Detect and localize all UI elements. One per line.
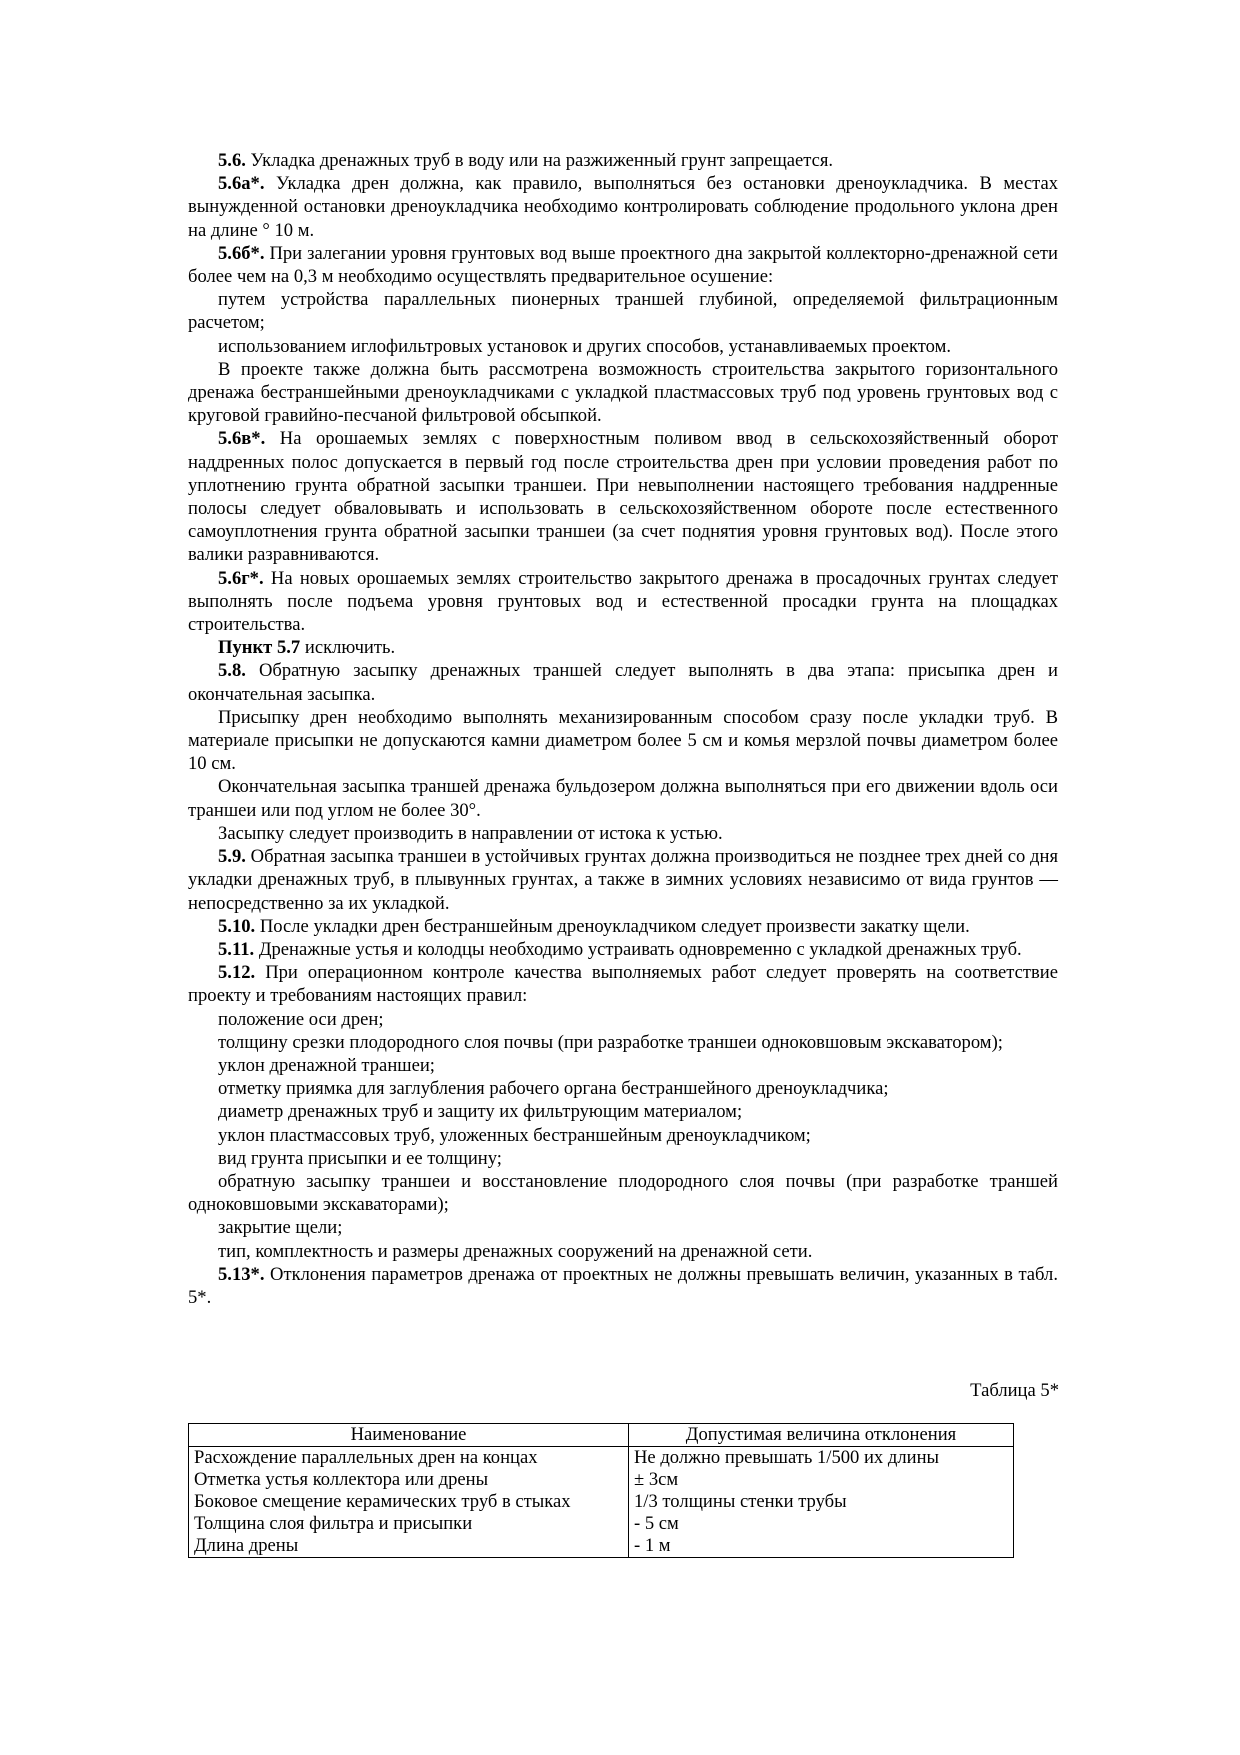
- paragraph-text: уклон дренажной траншеи;: [218, 1054, 435, 1076]
- column-header: Наименование: [189, 1424, 629, 1447]
- table-cell: Отметка устья коллектора или дрены: [189, 1469, 629, 1491]
- paragraph: [188, 242, 1058, 288]
- clause-number: 5.6в*.: [218, 428, 266, 450]
- clause-number: 5.12.: [218, 962, 256, 984]
- table-cell: Длина дрены: [189, 1535, 629, 1558]
- paragraph-text: использованием иглофильтровых установок и других способов, устанавливаемых проектом.: [218, 335, 951, 357]
- paragraph-text: Укладка дрен должна, как правило, выполняться без остановки дреноукладчика. В местах вынужденной остановки дреноукладчика необходимо контролировать соблюдение продольного уклона дрен на длине ° 10 м.: [188, 173, 1058, 241]
- table-cell: - 1 м: [629, 1535, 1014, 1558]
- clause-number: 5.8.: [218, 660, 246, 682]
- clause-number: 5.6г*.: [218, 567, 264, 589]
- paragraph-text: Окончательная засыпка траншей дренажа бульдозером должна выполняться при его движении вдоль оси траншеи или под углом не более 30°.: [188, 776, 1058, 821]
- paragraph: [188, 1100, 1058, 1123]
- table-cell: Боковое смещение керамических труб в стыках: [189, 1491, 629, 1513]
- paragraph: [188, 1054, 1058, 1077]
- clause-number: 5.9.: [218, 846, 246, 868]
- paragraph-text: При залегании уровня грунтовых вод выше проектного дна закрытой коллекторно-дренажной сети более чем на 0,3 м необходимо осуществлять предварительное осушение:: [188, 242, 1058, 288]
- table-header-row: [189, 1424, 1014, 1447]
- paragraph-text: Отклонения параметров дренажа от проектных не должны превышать величин, указанных в табл. 5*.: [188, 1263, 1058, 1308]
- paragraph: [188, 775, 1058, 821]
- clause-number: 5.6б*.: [218, 242, 265, 264]
- table-row: [189, 1447, 1014, 1470]
- paragraph-text: исключить.: [300, 637, 396, 659]
- paragraph-text: уклон пластмассовых труб, уложенных бестраншейным дреноукладчиком;: [218, 1124, 811, 1146]
- clause-number: 5.6а*.: [218, 173, 265, 195]
- paragraph: [188, 1147, 1058, 1170]
- paragraph: [188, 706, 1058, 776]
- paragraph: [188, 1216, 1058, 1239]
- paragraph: [188, 1240, 1058, 1263]
- paragraph-text: Обратную засыпку дренажных траншей следует выполнять в два этапа: присыпка дрен и окончательная засыпка.: [188, 660, 1058, 705]
- paragraph: [188, 822, 1058, 845]
- paragraph: [188, 1008, 1058, 1031]
- table-caption: Таблица 5*: [970, 1380, 1059, 1401]
- table-cell: ± 3см: [629, 1469, 1014, 1491]
- paragraph: [188, 1124, 1058, 1147]
- paragraph-text: Обратная засыпка траншеи в устойчивых грунтах должна производиться не позднее трех дней со дня укладки дренажных труб, в плывунных грунтах, а также в зимних условиях независимо от вида грунтов — непосредственно за их укладкой.: [188, 846, 1058, 914]
- table-cell: Не должно превышать 1/500 их длины: [629, 1447, 1014, 1470]
- paragraph-text: Засыпку следует производить в направлении от истока к устью.: [218, 822, 723, 844]
- deviation-table: [188, 1423, 1014, 1558]
- table-row: [189, 1469, 1014, 1491]
- paragraph: [188, 1077, 1058, 1100]
- paragraph-text: отметку приямка для заглубления рабочего органа бестраншейного дреноукладчика;: [218, 1078, 889, 1100]
- paragraph-text: тип, комплектность и размеры дренажных сооружений на дренажной сети.: [218, 1240, 813, 1262]
- paragraph: [188, 427, 1058, 566]
- paragraph: [188, 1170, 1058, 1216]
- body-text: [188, 149, 1058, 1309]
- paragraph: [188, 845, 1058, 915]
- paragraph-text: Присыпку дрен необходимо выполнять механизированным способом сразу после укладки труб. В материале присыпки не допускаются камни диаметром более 5 см и комья мерзлой почвы диаметром более 10 см.: [188, 706, 1058, 775]
- paragraph-text: закрытие щели;: [218, 1217, 343, 1239]
- table-cell: 1/3 толщины стенки трубы: [629, 1491, 1014, 1513]
- paragraph-text: Укладка дренажных труб в воду или на разжиженный грунт запрещается.: [245, 150, 834, 171]
- paragraph: [188, 659, 1058, 705]
- paragraph-text: При операционном контроле качества выполняемых работ следует проверять на соответствие проекту и требованиям настоящих правил:: [188, 962, 1058, 1007]
- table-cell: Толщина слоя фильтра и присыпки: [189, 1513, 629, 1535]
- clause-number: 5.13*.: [218, 1263, 265, 1285]
- paragraph: [188, 288, 1058, 334]
- paragraph-text: Дренажные устья и колодцы необходимо устраивать одновременно с укладкой дренажных труб.: [254, 938, 1022, 960]
- paragraph: [188, 1263, 1058, 1309]
- paragraph: [188, 567, 1058, 637]
- paragraph-text: В проекте также должна быть рассмотрена возможность строительства закрытого горизонтального дренажа бестраншейными дреноукладчиками с укладкой пластмассовых труб под уровень грунтовых вод с круговой гравийно-песчаной фильтровой обсыпкой.: [188, 358, 1058, 427]
- paragraph: [188, 938, 1058, 961]
- paragraph-text: путем устройства параллельных пионерных траншей глубиной, определяемой фильтрационным расчетом;: [188, 289, 1058, 334]
- paragraph-text: обратную засыпку траншеи и восстановление плодородного слоя почвы (при разработке траншей одноковшовыми экскаваторами);: [188, 1170, 1058, 1216]
- paragraph: [188, 915, 1058, 938]
- paragraph-text: На орошаемых землях с поверхностным поливом ввод в сельскохозяйственный оборот наддренных полос допускается в первый год после строительства дрен при условии проведения работ по уплотнению грунта обратной засыпки траншеи. При невыполнении настоящего требования наддренные полосы следует обваловывать и использовать в сельскохозяйственном обороте после естественного самоуплотнения грунта обратной засыпки траншеи (за счет поднятия уровня грунтовых вод). После этого валики разравниваются.: [188, 428, 1058, 566]
- paragraph-text: положение оси дрен;: [218, 1008, 384, 1030]
- paragraph: [188, 149, 1058, 172]
- paragraph-text: диаметр дренажных труб и защиту их фильтрующим материалом;: [218, 1101, 743, 1123]
- table-cell: Расхождение параллельных дрен на концах: [189, 1447, 629, 1470]
- clause-number: 5.6.: [218, 150, 246, 171]
- table-row: [189, 1535, 1014, 1558]
- paragraph-text: На новых орошаемых землях строительство закрытого дренажа в просадочных грунтах следует выполнять после подъема уровня грунтовых вод и естественной просадки грунта на площадках строительства.: [188, 567, 1058, 636]
- table-row: [189, 1513, 1014, 1535]
- paragraph: [188, 1031, 1058, 1054]
- paragraph-text: толщину срезки плодородного слоя почвы (при разработке траншеи одноковшовым экскаватором);: [218, 1031, 1003, 1053]
- paragraph: [188, 358, 1058, 428]
- paragraph: [188, 335, 1058, 358]
- clause-number: 5.10.: [218, 915, 256, 937]
- clause-number: 5.11.: [218, 938, 255, 960]
- table-row: [189, 1491, 1014, 1513]
- column-header: Допустимая величина отклонения: [629, 1424, 1014, 1447]
- clause-number: Пункт 5.7: [218, 637, 301, 659]
- paragraph: [188, 172, 1058, 242]
- table-cell: - 5 см: [629, 1513, 1014, 1535]
- paragraph-text: вид грунта присыпки и ее толщину;: [218, 1147, 502, 1169]
- paragraph: [188, 961, 1058, 1007]
- paragraph-text: После укладки дрен бестраншейным дреноукладчиком следует произвести закатку щели.: [255, 915, 970, 937]
- paragraph: [188, 636, 1058, 659]
